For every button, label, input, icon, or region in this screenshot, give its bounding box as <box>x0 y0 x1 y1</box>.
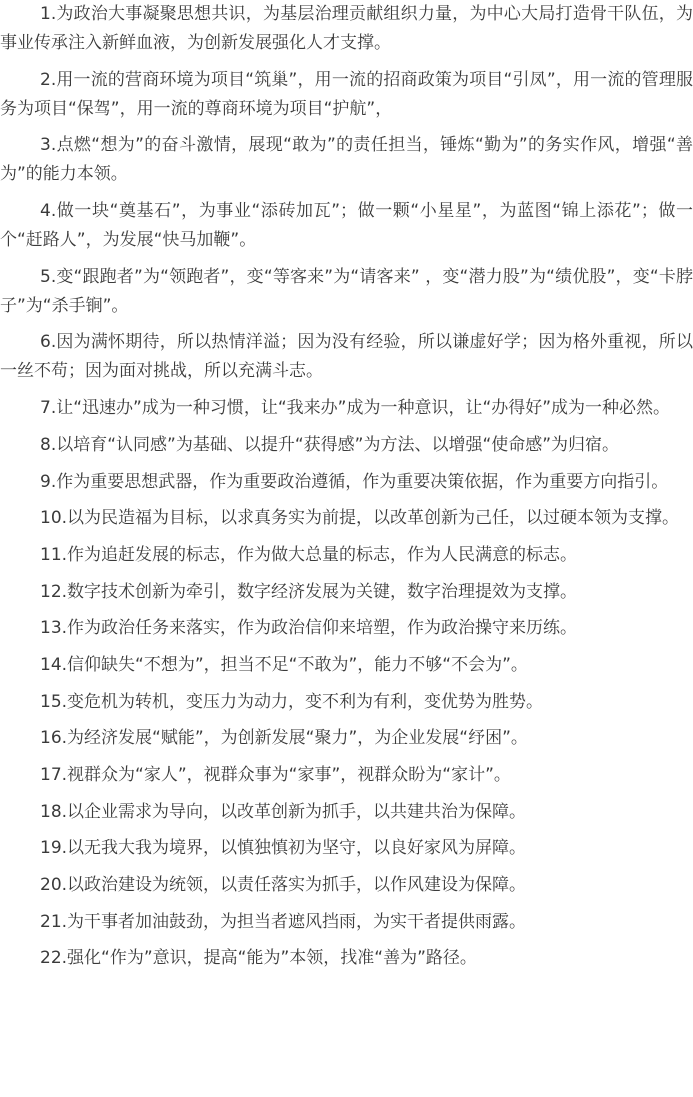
paragraph-19: 19.以无我大我为境界，以慎独慎初为坚守，以良好家风为屏障。 <box>40 838 527 859</box>
paragraph-3: 3.点燃“想为”的奋斗激情，展现“敢为”的责任担当，锤炼“勤为”的务实作风，增强“善为”的能力本领。 <box>0 135 693 185</box>
paragraph-2: 2.用一流的营商环境为项目“筑巢”，用一流的招商政策为项目“引凤”，用一流的管理服务为项目“保驾”，用一流的尊商环境为项目“护航”， <box>0 69 693 119</box>
paragraph-16: 16.为经济发展“赋能”，为创新发展“聚力”，为企业发展“纾困”。 <box>40 728 528 749</box>
paragraph-1: 1.为政治大事凝聚思想共识，为基层治理贡献组织力量，为中心大局打造骨干队伍，为事业传承注入新鲜血液，为创新发展强化人才支撑。 <box>0 4 693 53</box>
paragraph-14: 14.信仰缺失“不想为”，担当不足“不敢为”，能力不够“不会为”。 <box>40 654 528 675</box>
paragraph-8: 8.以培育“认同感”为基础、以提升“获得感”为方法、以增强“使命感”为归宿。 <box>40 434 620 455</box>
paragraph-18: 18.以企业需求为导向，以改革创新为抓手，以共建共治为保障。 <box>40 801 527 822</box>
paragraph-11: 11.作为追赶发展的标志，作为做大总量的标志，作为人民满意的标志。 <box>40 544 578 565</box>
paragraph-21: 21.为干事者加油鼓劲，为担当者遮风挡雨，为实干者提供雨露。 <box>40 911 527 932</box>
paragraph-20: 20.以政治建设为统领，以责任落实为抓手，以作风建设为保障。 <box>40 875 527 896</box>
paragraph-9: 9.作为重要思想武器，作为重要政治遵循，作为重要决策依据，作为重要方向指引。 <box>40 471 669 492</box>
paragraph-17: 17.视群众为“家人”，视群众事为“家事”，视群众盼为“家计”。 <box>40 765 511 785</box>
paragraph-5: 5.变“跟跑者”为“领跑者”，变“等客来”为“请客来” ，变“潜力股”为“绩优股”，变“卡脖子”为“杀手锏”。 <box>0 266 693 316</box>
paragraph-6: 6.因为满怀期待，所以热情洋溢；因为没有经验，所以谦虚好学；因为格外重视，所以一丝不苟；因为面对挑战，所以充满斗志。 <box>0 332 693 382</box>
paragraph-15: 15.变危机为转机，变压力为动力，变不利为有利，变优势为胜势。 <box>40 691 544 712</box>
paragraph-13: 13.作为政治任务来落实，作为政治信仰来培塑，作为政治操守来历练。 <box>40 618 578 639</box>
paragraph-10: 10.以为民造福为目标，以求真务实为前提，以改革创新为己任，以过硬本领为支撑。 <box>40 508 680 529</box>
paragraph-4: 4.做一块“奠基石”，为事业“添砖加瓦”；做一颗“小星星”，为蓝图“锦上添花”；做一个“赶路人”，为发展“快马加鞭”。 <box>0 201 693 251</box>
paragraph-22: 22.强化“作为”意识，提高“能为”本领，找准“善为”路径。 <box>40 948 477 969</box>
paragraph-7: 7.让“迅速办”成为一种习惯，让“我来办”成为一种意识，让“办得好”成为一种必然。 <box>40 398 671 419</box>
paragraph-12: 12.数字技术创新为牵引，数字经济发展为关键，数字治理提效为支撑。 <box>40 581 578 602</box>
